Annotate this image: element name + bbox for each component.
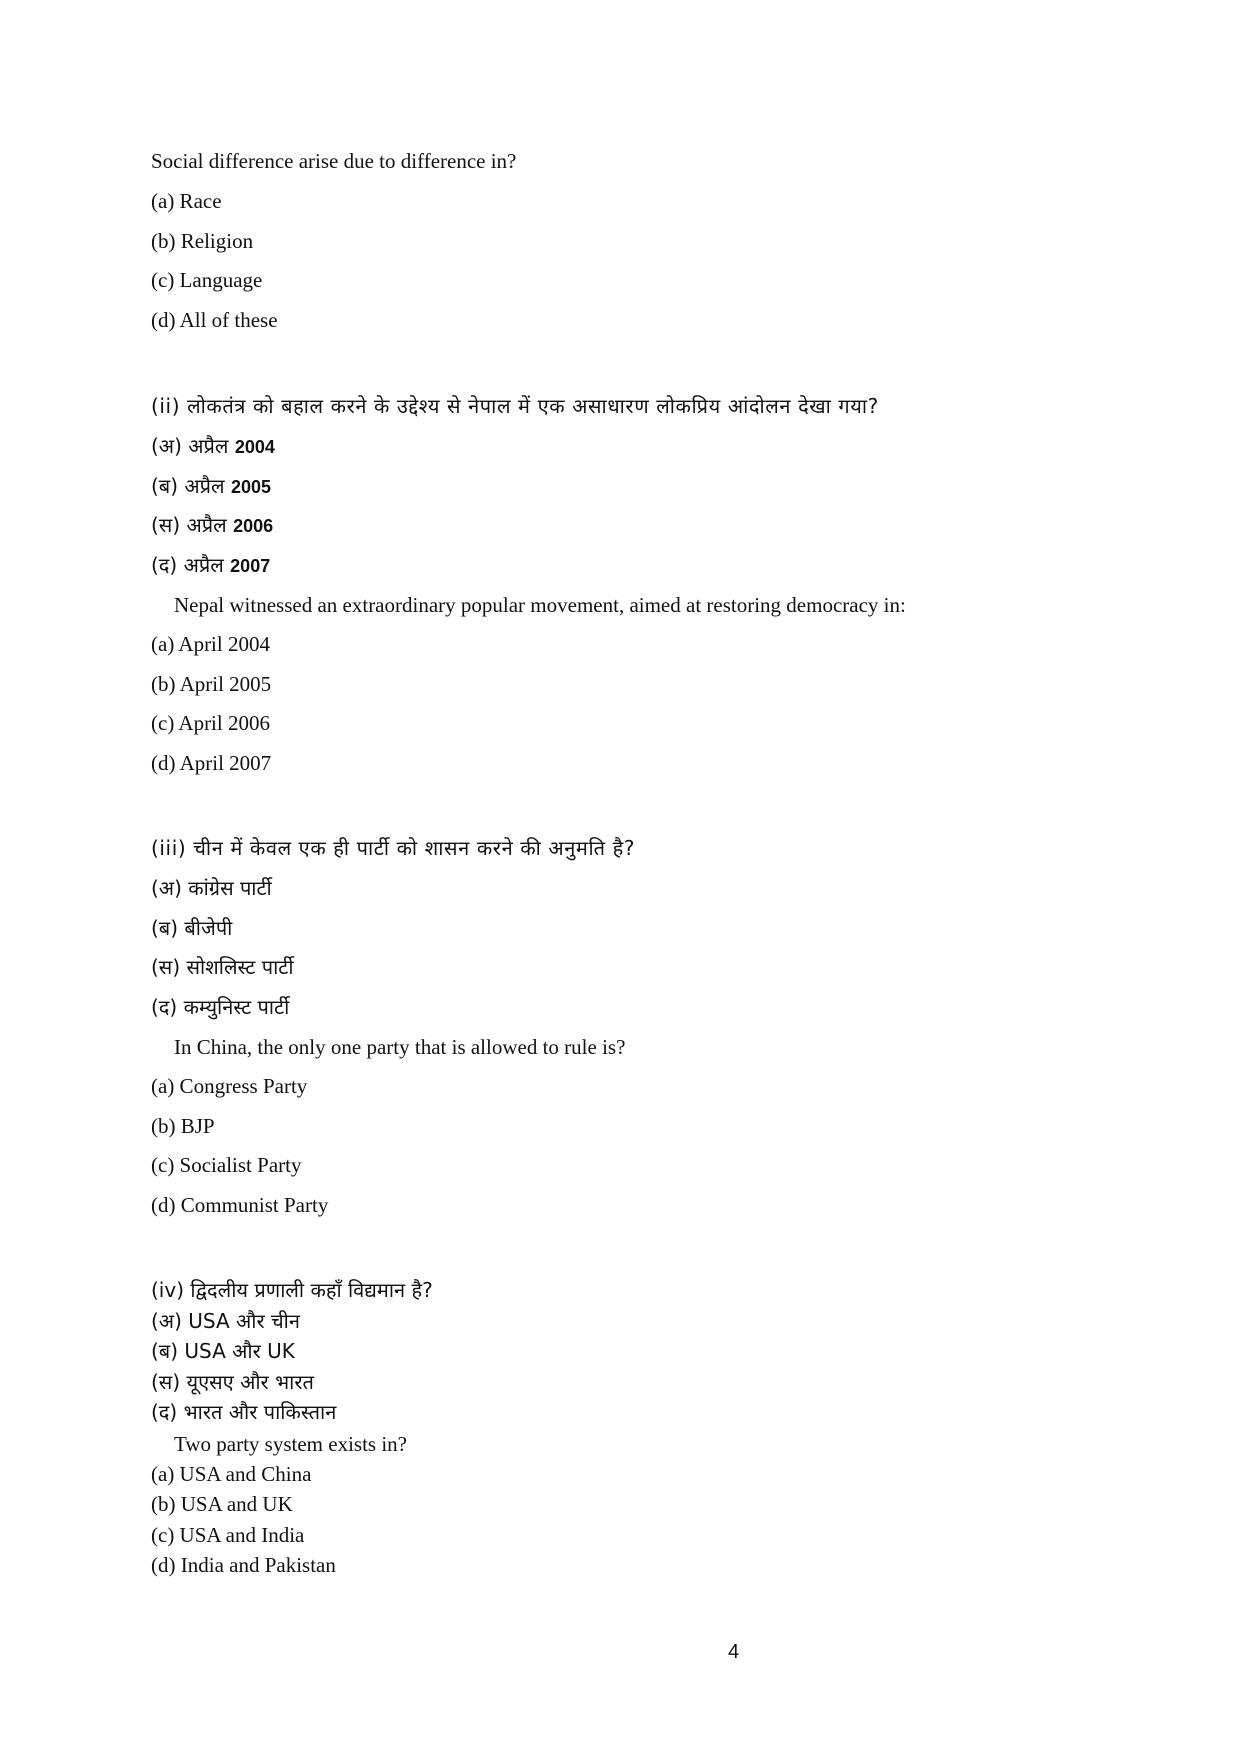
- q2-option-hi-c-year: 2006: [233, 516, 274, 536]
- q1-option-c: (c) Language: [151, 268, 263, 292]
- q4-option-hi-b: (ब) USA और UK: [151, 1339, 295, 1363]
- q3-option-hi-d: (द) कम्युनिस्ट पार्टी: [151, 995, 290, 1019]
- q2-option-hi-a-prefix: (अ) अप्रैल: [151, 434, 229, 458]
- q4-option-c: (c) USA and India: [151, 1523, 305, 1547]
- q4-question-en: Two party system exists in?: [174, 1432, 407, 1456]
- q1-option-d: (d) All of these: [151, 308, 278, 332]
- q3-question-en: In China, the only one party that is allowed to rule is?: [174, 1035, 626, 1059]
- q4-option-d: (d) India and Pakistan: [151, 1553, 336, 1577]
- q2-option-hi-b-prefix: (ब) अप्रैल: [151, 474, 225, 498]
- q3-option-hi-a: (अ) कांग्रेस पार्टी: [151, 876, 272, 900]
- q2-option-c: (c) April 2006: [151, 711, 270, 735]
- q3-option-hi-c: (स) सोशलिस्ट पार्टी: [151, 955, 294, 979]
- q4-option-a: (a) USA and China: [151, 1462, 312, 1486]
- q1-question-en: Social difference arise due to difference in?: [151, 149, 517, 173]
- q2-option-hi-c: [151, 515, 273, 535]
- q1-option-b: (b) Religion: [151, 229, 254, 253]
- page-number: 4: [728, 1641, 740, 1663]
- q2-option-d: (d) April 2007: [151, 751, 272, 775]
- q1-option-a: (a) Race: [151, 189, 222, 213]
- q2-option-hi-b-year: 2005: [230, 477, 272, 497]
- q2-option-hi-d: [151, 555, 270, 575]
- q2-option-hi-d-prefix: (द) अप्रैल: [151, 553, 224, 577]
- q3-option-hi-b: (ब) बीजेपी: [151, 916, 233, 940]
- q2-option-a: (a) April 2004: [151, 632, 270, 656]
- q2-option-b: (b) April 2005: [151, 672, 272, 696]
- q2-option-hi-d-year: 2007: [230, 556, 271, 576]
- q3-option-c: (c) Socialist Party: [151, 1153, 302, 1177]
- q4-option-hi-d: (द) भारत और पाकिस्तान: [151, 1400, 337, 1424]
- q4-option-hi-c: (स) यूएसए और भारत: [151, 1370, 314, 1394]
- q2-option-hi-b: [151, 476, 271, 496]
- q2-option-hi-a: [151, 436, 275, 456]
- q2-question-hi: (ii) लोकतंत्र को बहाल करने के उद्देश्य से नेपाल में एक असाधारण लोकप्रिय आंदोलन देखा गया?: [151, 394, 879, 418]
- q3-option-a: (a) Congress Party: [151, 1074, 308, 1098]
- q3-option-d: (d) Communist Party: [151, 1193, 329, 1217]
- q4-option-hi-a: (अ) USA और चीन: [151, 1309, 300, 1333]
- q2-question-en: Nepal witnessed an extraordinary popular movement, aimed at restoring democracy in:: [174, 593, 906, 617]
- q3-option-b: (b) BJP: [151, 1114, 215, 1138]
- q2-option-hi-a-year: 2004: [234, 437, 275, 457]
- q3-question-hi: (iii) चीन में केवल एक ही पार्टी को शासन करने की अनुमति है?: [151, 836, 636, 860]
- q2-option-hi-c-prefix: (स) अप्रैल: [151, 513, 227, 537]
- q4-option-b: (b) USA and UK: [151, 1492, 293, 1516]
- q4-question-hi: (iv) द्विदलीय प्रणाली कहाँ विद्यमान है?: [151, 1278, 433, 1302]
